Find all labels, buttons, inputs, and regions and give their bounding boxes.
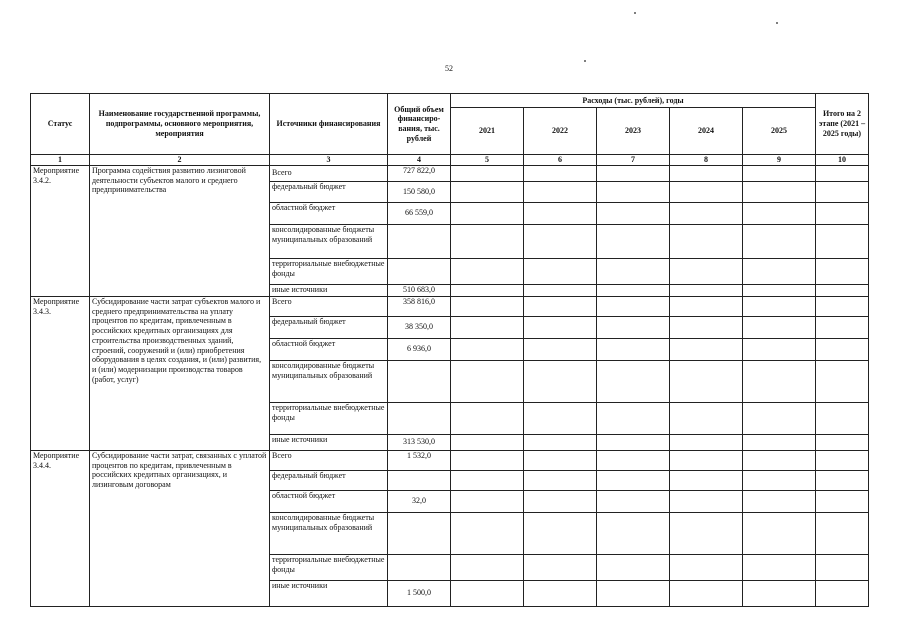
column-number: 3 (270, 155, 388, 166)
total-volume-value: 1 500,0 (388, 580, 451, 606)
scan-speck (584, 60, 586, 62)
total-volume-value: 32,0 (388, 490, 451, 512)
measure-3-4-2 (31, 165, 869, 296)
source-label: иные источники (270, 580, 388, 606)
source-label: федеральный бюджет (270, 470, 388, 490)
scan-speck (776, 22, 778, 24)
source-label: областной бюджет (270, 338, 388, 360)
total-volume-value: 1 532,0 (388, 450, 451, 470)
total-volume-value (388, 402, 451, 434)
column-number: 2 (90, 155, 270, 166)
column-number: 9 (743, 155, 816, 166)
page-number: 52 (445, 64, 453, 73)
column-number: 8 (670, 155, 743, 166)
measure-status: Мероприятие 3.4.4. (31, 450, 90, 606)
source-label: консолидированные бюджеты муниципальных образований (270, 360, 388, 402)
total-volume-value: 358 816,0 (388, 296, 451, 316)
source-label: консолидированные бюджеты муниципальных образований (270, 512, 388, 554)
total-volume-value: 38 350,0 (388, 316, 451, 338)
header-sources: Источники финансирования (270, 94, 388, 155)
measure-status: Мероприятие 3.4.3. (31, 296, 90, 450)
column-number: 10 (816, 155, 869, 166)
source-label: федеральный бюджет (270, 316, 388, 338)
column-number: 6 (524, 155, 597, 166)
column-number: 4 (388, 155, 451, 166)
total-volume-value (388, 258, 451, 284)
header-year: 2023 (597, 108, 670, 155)
total-volume-value (388, 512, 451, 554)
measure-3-4-4 (31, 450, 869, 606)
measure-name: Субсидирование части затрат субъектов малого и среднего предпринимательства на уплату процентов по кредитам, привлеченным в российских кредитных организациях для строительства производственных зданий, строений, сооружений и (или) приобретения оборудования в целях создания, и (или) развития, и (или) модернизации производства товаров (работ, услуг) (90, 296, 270, 450)
source-label: областной бюджет (270, 490, 388, 512)
source-label: иные источники (270, 434, 388, 450)
total-volume-value: 66 559,0 (388, 202, 451, 224)
header-name: Наименование государственной программы, подпрограммы, основного мероприятия, мероприятия (90, 94, 270, 155)
header-year: 2021 (451, 108, 524, 155)
measure-name: Программа содействия развитию лизинговой деятельности субъектов малого и среднего предпринимательства (90, 165, 270, 296)
scan-speck (634, 12, 636, 14)
total-volume-value: 150 580,0 (388, 181, 451, 202)
measure-status: Мероприятие 3.4.2. (31, 165, 90, 296)
source-label: Всего (270, 165, 388, 181)
financing-table (30, 93, 869, 607)
source-label: территориальные внебюджетные фонды (270, 402, 388, 434)
source-label: территориальные внебюджетные фонды (270, 554, 388, 580)
column-number: 1 (31, 155, 90, 166)
source-label: территориальные внебюджетные фонды (270, 258, 388, 284)
total-volume-value: 510 683,0 (388, 284, 451, 296)
total-volume-value (388, 224, 451, 258)
source-label: Всего (270, 296, 388, 316)
source-label: иные источники (270, 284, 388, 296)
total-volume-value (388, 554, 451, 580)
column-number: 5 (451, 155, 524, 166)
header-total-volume: Общий объем финансиро-вания, тыс. рублей (388, 94, 451, 155)
total-volume-value (388, 470, 451, 490)
source-label: Всего (270, 450, 388, 470)
header-status: Статус (31, 94, 90, 155)
total-volume-value: 6 936,0 (388, 338, 451, 360)
measure-name: Субсидирование части затрат, связанных с уплатой процентов по кредитам, привлеченным в российских кредитных организациях, и лизинговым договорам (90, 450, 270, 606)
source-label: консолидированные бюджеты муниципальных образований (270, 224, 388, 258)
header-year: 2022 (524, 108, 597, 155)
header-year: 2025 (743, 108, 816, 155)
total-volume-value: 727 822,0 (388, 165, 451, 181)
source-label: федеральный бюджет (270, 181, 388, 202)
header-year: 2024 (670, 108, 743, 155)
measure-3-4-3 (31, 296, 869, 450)
total-volume-value (388, 360, 451, 402)
column-number: 7 (597, 155, 670, 166)
header-expenses-group: Расходы (тыс. рублей), годы (451, 94, 816, 108)
total-volume-value: 313 530,0 (388, 434, 451, 450)
source-label: областной бюджет (270, 202, 388, 224)
header-stage-total: Итого на 2 этапе (2021 – 2025 годы) (816, 94, 869, 155)
